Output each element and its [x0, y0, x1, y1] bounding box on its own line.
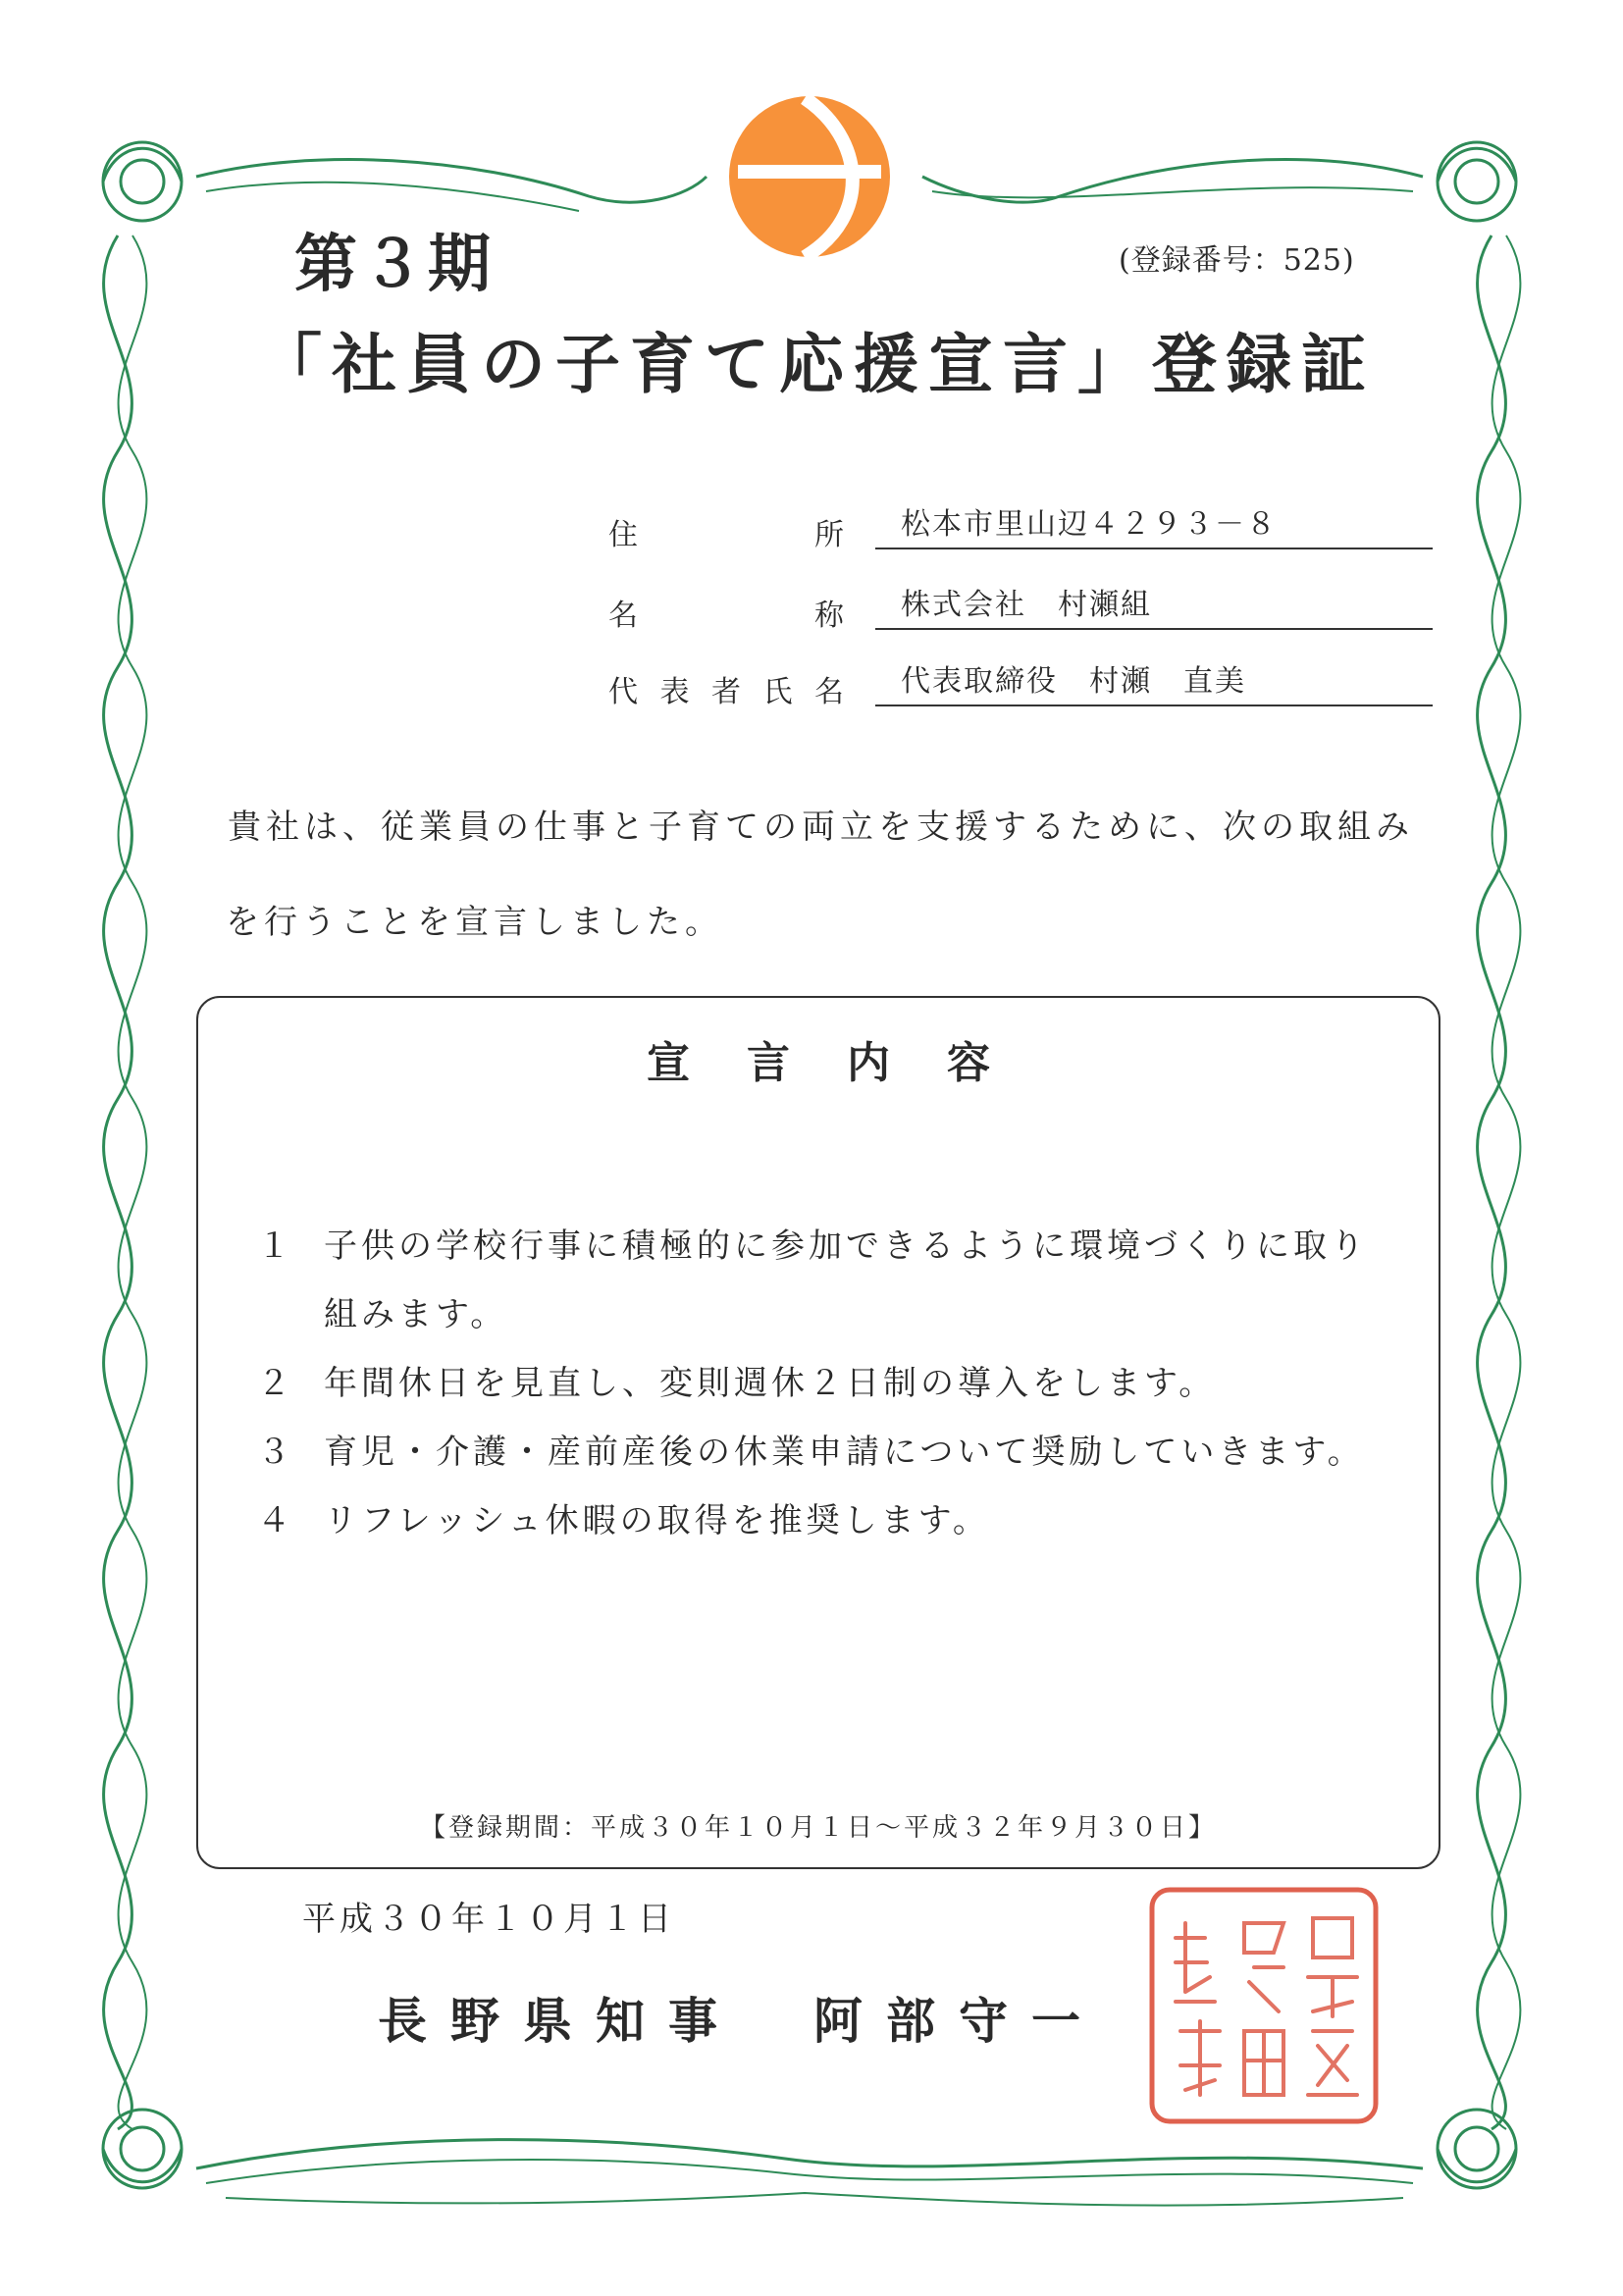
label-char: 住: [608, 518, 638, 552]
bottom-swirls: [196, 2140, 1423, 2206]
item-text: 子供の学校行事に積極的に参加できるように環境づくりに取り: [324, 1226, 1368, 1266]
label-char: 表: [659, 675, 690, 709]
right-vine: [1478, 235, 1521, 2129]
representative-value: 代表取締役 村瀬 直美: [875, 657, 1433, 706]
intro-line-1: 貴社は、従業員の仕事と子育ての両立を支援するために、次の取組み: [228, 808, 1414, 847]
registration-period: 【登録期間：平成３０年１０月１日～平成３２年９月３０日】: [419, 1813, 1217, 1843]
name-row: [608, 581, 1433, 642]
intro-line-2: を行うことを宣言しました。: [226, 903, 723, 942]
address-label: [608, 510, 844, 553]
name-value: 株式会社 村瀬組: [875, 581, 1433, 630]
representative-label: [608, 667, 844, 710]
representative-row: [608, 657, 1433, 718]
orange-circle-logo-icon: [729, 96, 890, 257]
item-text: 年間休日を見直し、変則週休２日制の導入をします。: [324, 1364, 1217, 1403]
item-text: リフレッシュ休暇の取得を推奨します。: [324, 1501, 990, 1540]
label-char: 者: [711, 675, 741, 709]
declaration-box: [196, 996, 1440, 1869]
governor-seal-icon: [1146, 1884, 1382, 2127]
label-char: 名: [608, 599, 638, 633]
registration-number: (登録番号：525): [1119, 243, 1355, 278]
governor-signature: 長野県知事 阿部守一: [378, 1992, 1104, 2050]
item-number: ２: [257, 1364, 294, 1403]
declaration-title: 宣言内容: [647, 1038, 1047, 1088]
item-number: ３: [257, 1433, 294, 1472]
issue-date: 平成３０年１０月１日: [302, 1900, 675, 1939]
label-char: 代: [608, 675, 638, 709]
label-char: 称: [814, 599, 844, 633]
left-vine: [104, 235, 147, 2129]
address-row: [608, 500, 1433, 561]
item-text: 組みます。: [324, 1295, 508, 1334]
label-char: 名: [814, 675, 844, 709]
item-number: １: [257, 1226, 294, 1266]
label-char: 所: [814, 518, 844, 552]
label-char: 氏: [762, 675, 793, 709]
period-title: 第３期: [294, 228, 495, 301]
item-text: 育児・介護・産前産後の休業申請について奨励していきます。: [324, 1433, 1365, 1472]
address-value: 松本市里山辺４２９３－８: [875, 500, 1433, 549]
certificate-title: 「社員の子育て応援宣言」登録証: [257, 326, 1376, 402]
item-number: ４: [257, 1501, 294, 1540]
name-label: [608, 591, 844, 634]
